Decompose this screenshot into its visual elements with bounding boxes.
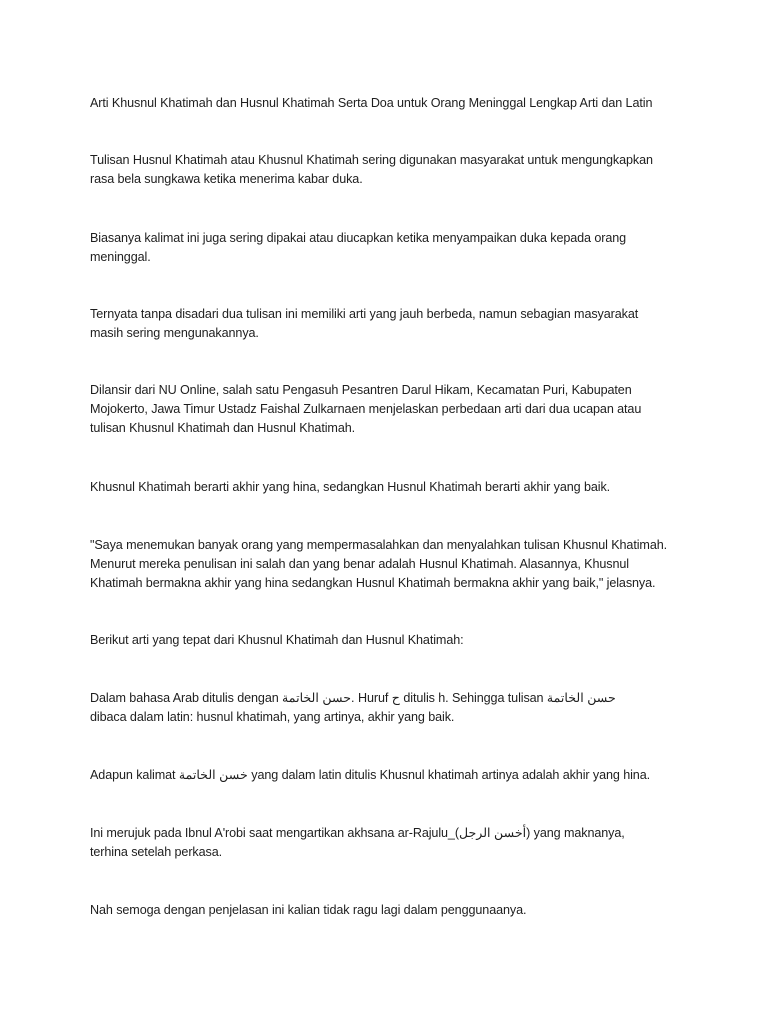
paragraph-line: meninggal. (90, 250, 151, 264)
paragraph (90, 305, 638, 343)
paragraph-line: terhina setelah perkasa. (90, 845, 223, 859)
paragraph-line: Ini merujuk pada Ibnul A'robi saat mengartikan akhsana ar-Rajulu_(أخسن الرجل) yang maknanya, (90, 826, 625, 840)
paragraph (90, 229, 626, 267)
paragraph (90, 478, 610, 497)
paragraph-line: Dilansir dari NU Online, salah satu Pengasuh Pesantren Darul Hikam, Kecamatan Puri, Kabupaten (90, 383, 632, 397)
paragraph-line: rasa bela sungkawa ketika menerima kabar duka. (90, 172, 363, 186)
paragraph-line: Tulisan Husnul Khatimah atau Khusnul Khatimah sering digunakan masyarakat untuk mengungkapkan (90, 153, 653, 167)
paragraph (90, 766, 650, 785)
paragraph-line: "Saya menemukan banyak orang yang mempermasalahkan dan menyalahkan tulisan Khusnul Khatimah. (90, 538, 668, 552)
paragraph-line: Mojokerto, Jawa Timur Ustadz Faishal Zulkarnaen menjelaskan perbedaan arti dari dua ucapan atau (90, 402, 642, 416)
paragraph (90, 689, 616, 727)
paragraph-line: Berikut arti yang tepat dari Khusnul Khatimah dan Husnul Khatimah: (90, 633, 464, 647)
paragraph-line: Khusnul Khatimah berarti akhir yang hina, sedangkan Husnul Khatimah berarti akhir yang baik. (90, 480, 611, 494)
paragraph (90, 381, 641, 438)
paragraph-line: Ternyata tanpa disadari dua tulisan ini memiliki arti yang jauh berbeda, namun sebagian masyarakat (90, 307, 639, 321)
document-title (90, 94, 652, 113)
paragraph-line: Menurut mereka penulisan ini salah dan yang benar adalah Husnul Khatimah. Alasannya, Khusnul (90, 557, 629, 571)
paragraph (90, 901, 526, 920)
paragraph (90, 151, 653, 189)
paragraph-line: Dalam bahasa Arab ditulis dengan حسن الخاتمة. Huruf ح ditulis h. Sehingga tulisan حسن الخاتمة (90, 691, 616, 705)
title-line: Arti Khusnul Khatimah dan Husnul Khatimah Serta Doa untuk Orang Meninggal Lengkap Arti dan Latin (90, 96, 653, 110)
paragraph-line: dibaca dalam latin: husnul khatimah, yang artinya, akhir yang baik. (90, 710, 455, 724)
paragraph-line: Khatimah bermakna akhir yang hina sedangkan Husnul Khatimah bermakna akhir yang baik," jelasnya. (90, 576, 656, 590)
paragraph (90, 824, 625, 862)
paragraph-line: masih sering mengunakannya. (90, 326, 259, 340)
paragraph-line: Nah semoga dengan penjelasan ini kalian tidak ragu lagi dalam penggunaanya. (90, 903, 527, 917)
paragraph (90, 631, 464, 650)
paragraph-line: Biasanya kalimat ini juga sering dipakai atau diucapkan ketika menyampaikan duka kepada orang (90, 231, 627, 245)
paragraph-line: tulisan Khusnul Khatimah dan Husnul Khatimah. (90, 421, 356, 435)
paragraph (90, 536, 667, 593)
paragraph-line: Adapun kalimat خسن الخاتمة yang dalam latin ditulis Khusnul khatimah artinya adalah akhir yang hina. (90, 768, 651, 782)
